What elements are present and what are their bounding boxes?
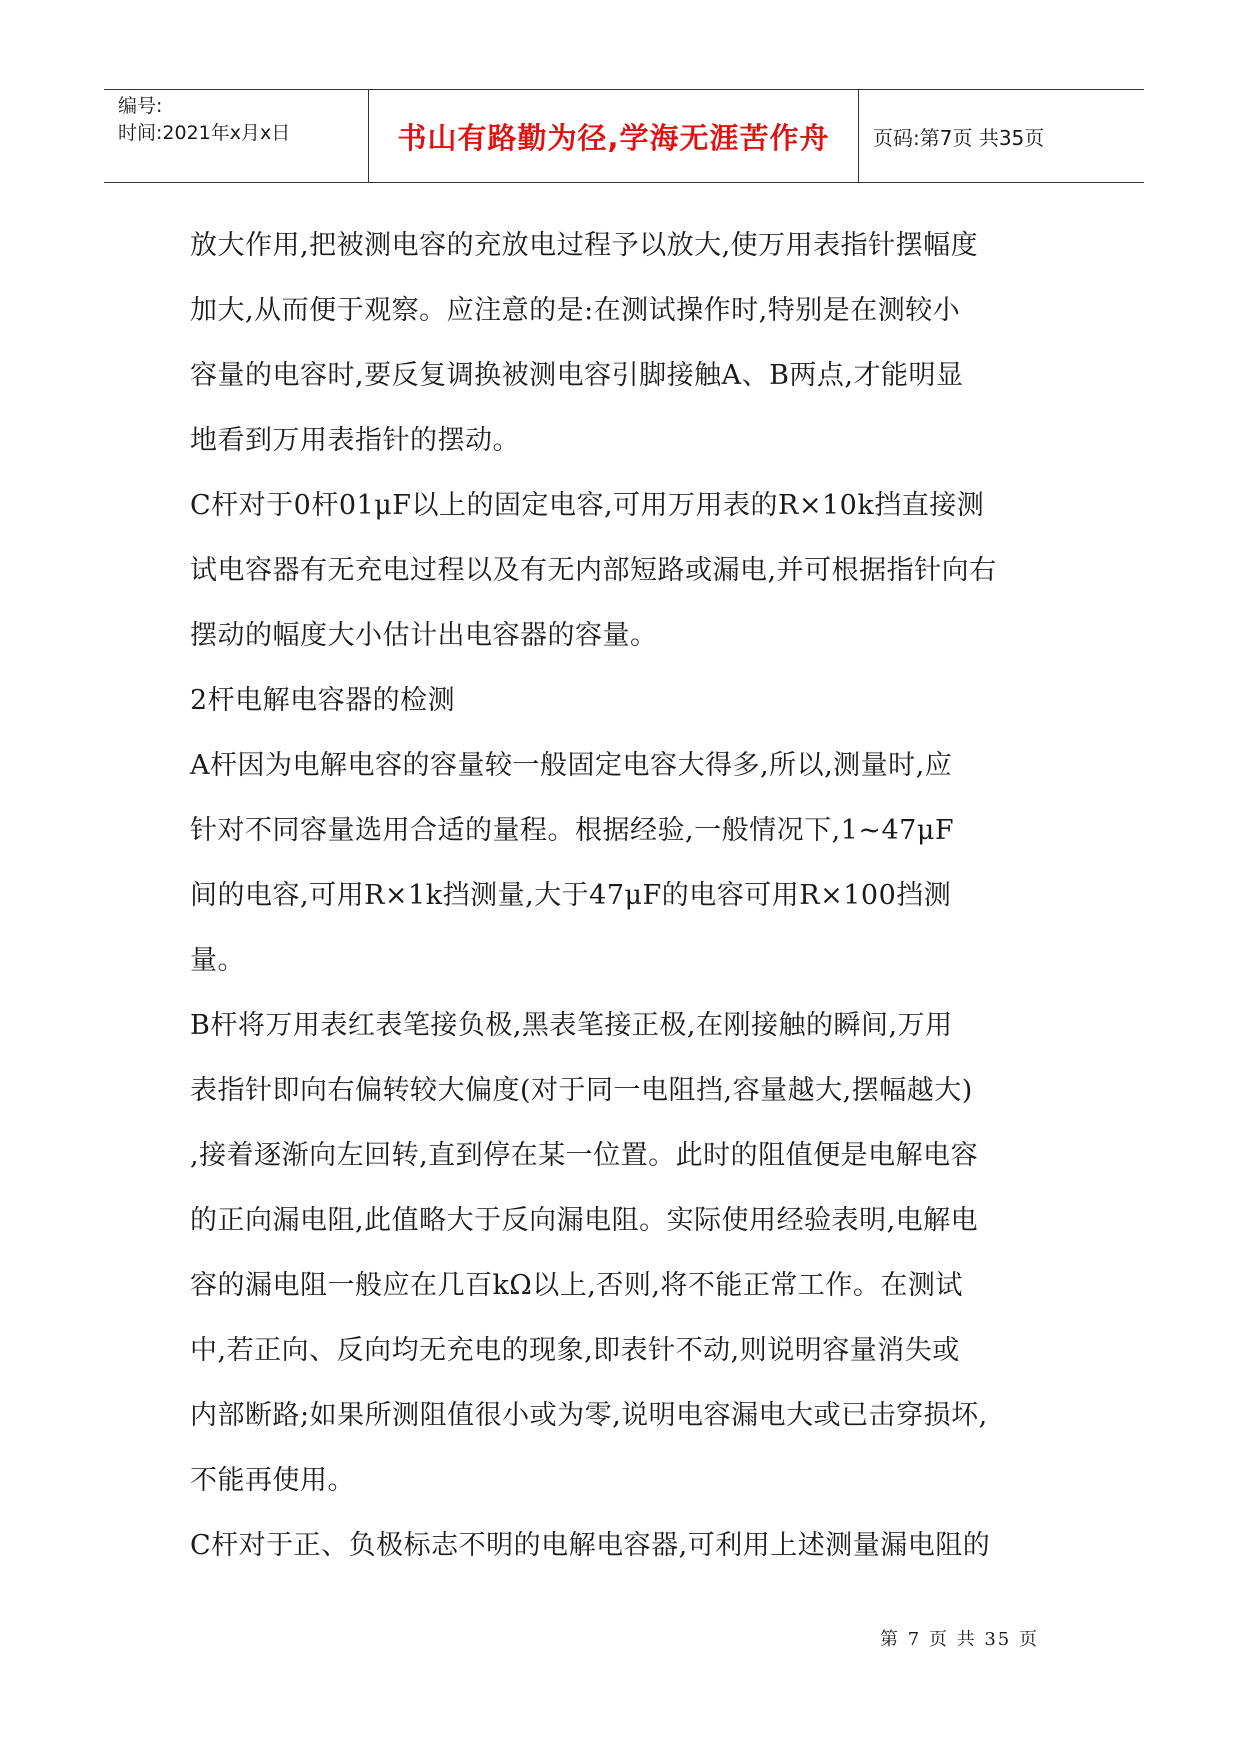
- header-motto-cell: [369, 90, 859, 182]
- body-line: 放大作用,把被测电容的充放电过程予以放大,使万用表指针摆幅度: [190, 230, 979, 261]
- body-line: 地看到万用表指针的摆动。: [190, 425, 520, 456]
- page-footer: 第 7 页 共 35 页: [880, 1629, 1039, 1650]
- body-line: B杆将万用表红表笔接负极,黑表笔接正极,在刚接触的瞬间,万用: [190, 1010, 953, 1041]
- body-line: 表指针即向右偏转较大偏度(对于同一电阻挡,容量越大,摆幅越大): [190, 1075, 973, 1106]
- header-page-label: 页码:第7页 共35页: [873, 125, 1045, 150]
- body-line: C杆对于0杆01μF以上的固定电容,可用万用表的R×10k挡直接测: [190, 490, 985, 521]
- body-line: 的正向漏电阻,此值略大于反向漏电阻。实际使用经验表明,电解电: [190, 1205, 979, 1236]
- body-line: 不能再使用。: [190, 1465, 355, 1496]
- body-line: ,接着逐渐向左回转,直到停在某一位置。此时的阻值便是电解电容: [190, 1140, 979, 1171]
- body-line: 内部断路;如果所测阻值很小或为零,说明电容漏电大或已击穿损坏,: [190, 1400, 988, 1431]
- body-line: 容的漏电阻一般应在几百kΩ以上,否则,将不能正常工作。在测试: [190, 1270, 963, 1301]
- body-line: 加大,从而便于观察。应注意的是:在测试操作时,特别是在测较小: [190, 295, 961, 326]
- doc-number-label: 编号:: [118, 95, 163, 117]
- header-meta-cell: [104, 90, 369, 182]
- body-line: 试电容器有无充电过程以及有无内部短路或漏电,并可根据指针向右: [190, 555, 997, 586]
- body-line: 间的电容,可用R×1k挡测量,大于47μF的电容可用R×100挡测: [190, 880, 952, 911]
- body-line: 容量的电容时,要反复调换被测电容引脚接触A、B两点,才能明显: [190, 360, 964, 391]
- doc-time-label: 时间:2021年x月x日: [118, 122, 291, 144]
- body-line: 中,若正向、反向均无充电的现象,即表针不动,则说明容量消失或: [190, 1335, 960, 1366]
- body-line: 针对不同容量选用合适的量程。根据经验,一般情况下,1~47μF: [190, 815, 955, 846]
- section-heading: 2杆电解电容器的检测: [190, 685, 456, 716]
- body-text: [190, 213, 1070, 1578]
- header-motto: 书山有路勤为径,学海无涯苦作舟: [397, 120, 830, 155]
- body-line: A杆因为电解电容的容量较一般固定电容大得多,所以,测量时,应: [190, 750, 953, 781]
- document-header: [104, 89, 1144, 183]
- body-line: 摆动的幅度大小估计出电容器的容量。: [190, 620, 658, 651]
- header-page-cell: [859, 90, 1144, 182]
- body-line: C杆对于正、负极标志不明的电解电容器,可利用上述测量漏电阻的: [190, 1530, 991, 1561]
- body-line: 量。: [190, 945, 245, 976]
